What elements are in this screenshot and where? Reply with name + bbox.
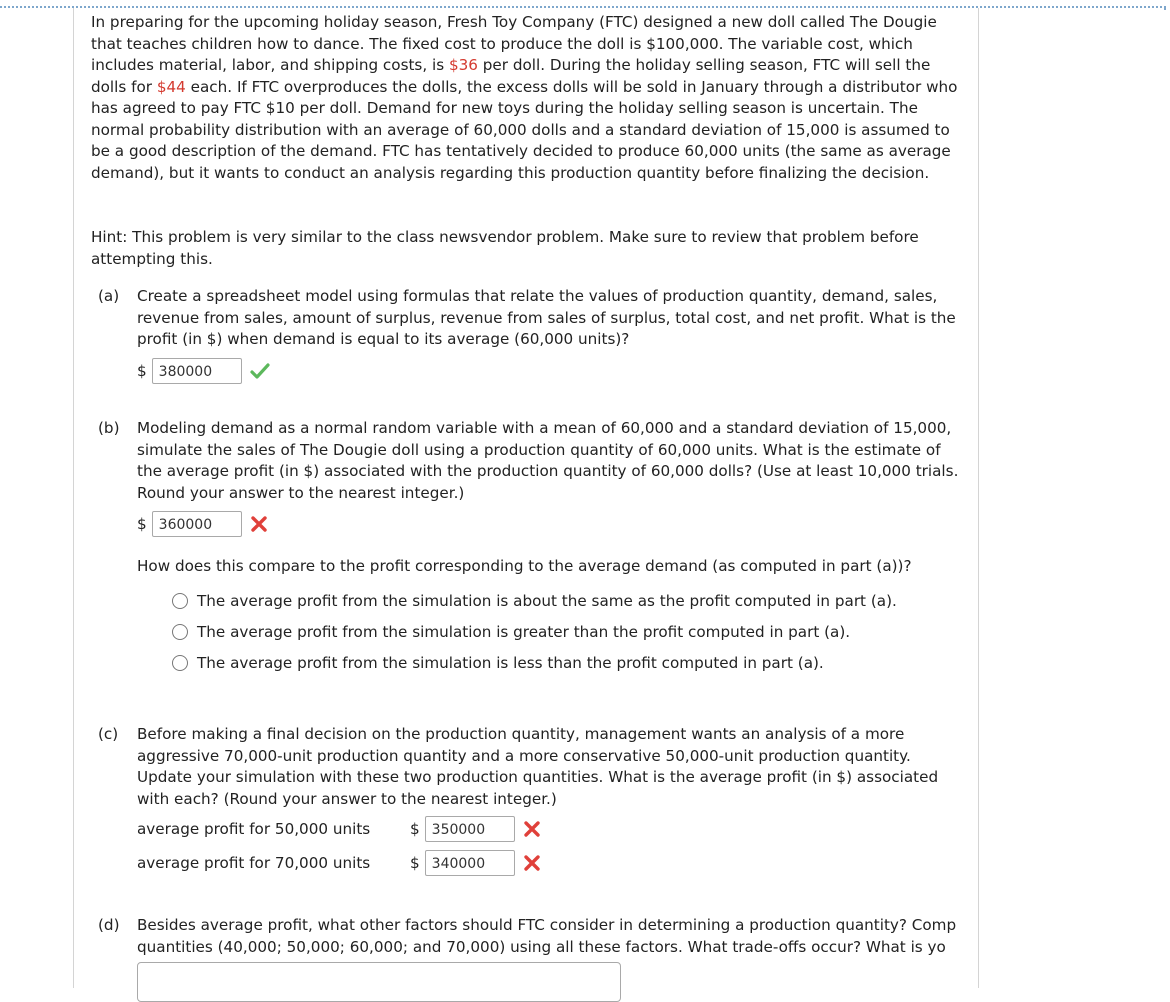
part-c-answer-input-70000[interactable]: 340000 <box>425 850 515 876</box>
intro-text-1: In preparing for the upcoming holiday season, Fresh Toy Company (FTC) designed a new doll called The Dougie that teaches children how to dance. The fixed cost to produce the doll is $100,000. The variable cost, which includes material, labor, and shipping costs, is <box>91 13 937 74</box>
variable-cost-value: $36 <box>448 56 478 74</box>
correct-check-icon <box>250 362 270 380</box>
radio-button[interactable] <box>172 655 188 671</box>
part-c-answer-input-50000[interactable]: 350000 <box>425 816 515 842</box>
part-b-question: Modeling demand as a normal random variable with a mean of 60,000 and a standard deviation of 15,000, simulate the sales of The Dougie doll using a production quantity of 60,000 units. What is the estimate of the average profit (in $) associated with the production quantity of 60,000 dolls? (Use at least 10,000 trials. Round your answer to the nearest integer.) <box>137 419 959 502</box>
radio-option-label: The average profit from the simulation is less than the profit computed in part (a). <box>197 654 824 672</box>
part-a <box>91 286 971 356</box>
part-d-answer-textarea[interactable] <box>137 962 621 1002</box>
radio-option-label: The average profit from the simulation is greater than the profit computed in part (a). <box>197 623 851 641</box>
incorrect-x-icon <box>523 854 541 872</box>
incorrect-x-icon <box>250 515 268 533</box>
radio-option-same[interactable] <box>172 590 897 612</box>
compare-question <box>91 556 971 578</box>
row-label: average profit for 70,000 units <box>137 854 371 872</box>
part-c-question: Before making a final decision on the production quantity, management wants an analysis of a more aggressive 70,000-unit production quantity and a more conservative 50,000-unit production quantity. Update your simulation with these two production quantities. What is the average profit (in $) associated with each? (Round your answer to the nearest integer.) <box>137 725 939 808</box>
currency-symbol: $ <box>410 854 420 872</box>
part-c-row-70000 <box>137 849 541 877</box>
part-a-answer-input[interactable]: 380000 <box>152 358 242 384</box>
intro-text-3: each. If FTC overproduces the dolls, the excess dolls will be sold in January through a distributor who has agreed to pay FTC $10 per doll. Demand for new toys during the holiday selling season is uncertain. The normal probability distribution with an average of 60,000 dolls and a standard deviation of 15,000 is assumed to be a good description of the demand. FTC has tentatively decided to produce 60,000 units (the same as average demand), but it wants to conduct an analysis regarding this production quantity before finalizing the decision. <box>91 77 958 182</box>
price-value: $44 <box>156 77 186 96</box>
currency-symbol: $ <box>137 515 147 533</box>
part-a-answer-row <box>137 357 270 385</box>
radio-button[interactable] <box>172 624 188 640</box>
part-b-answer-row <box>137 510 268 538</box>
part-b-answer-input[interactable]: 360000 <box>152 511 242 537</box>
radio-option-less[interactable] <box>172 652 824 674</box>
part-c-label: (c) <box>98 725 119 743</box>
radio-option-label: The average profit from the simulation is about the same as the profit computed in part (a). <box>197 592 897 610</box>
compare-question-text: How does this compare to the profit corresponding to the average demand (as computed in part (a))? <box>137 557 912 575</box>
part-c <box>91 724 971 812</box>
part-d-label: (d) <box>98 916 120 934</box>
row-label: average profit for 50,000 units <box>137 820 371 838</box>
part-b <box>91 418 971 506</box>
radio-button[interactable] <box>172 593 188 609</box>
currency-symbol: $ <box>137 362 147 380</box>
part-d <box>91 915 981 959</box>
intro-text-2: per doll. During the holiday selling season, FTC will sell the dolls for <box>91 56 931 96</box>
part-c-row-50000 <box>137 815 541 843</box>
problem-statement <box>91 12 961 184</box>
currency-symbol: $ <box>410 820 420 838</box>
incorrect-x-icon <box>523 820 541 838</box>
frame-corner <box>1164 6 1166 10</box>
part-b-label: (b) <box>98 419 120 437</box>
hint-text: Hint: This problem is very similar to the class newsvendor problem. Make sure to review that problem before attempting this. <box>91 228 919 268</box>
part-d-question: Besides average profit, what other factors should FTC consider in determining a production quantity? Comp quantities (40,000; 50,000; 60,000; and 70,000) using all these factors. What trade-offs occur? What is yo <box>137 916 957 956</box>
part-a-question: Create a spreadsheet model using formulas that relate the values of production quantity, demand, sales, revenue from sales, amount of surplus, revenue from sales of surplus, total cost, and net profit. What is the profit (in $) when demand is equal to its average (60,000 units)? <box>137 287 956 348</box>
radio-option-greater[interactable] <box>172 621 850 643</box>
part-a-label: (a) <box>98 287 120 305</box>
